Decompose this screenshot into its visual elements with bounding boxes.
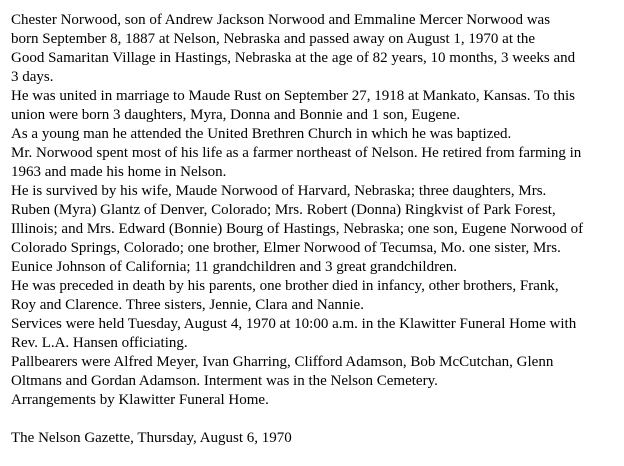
text-line: He was preceded in death by his parents, one brother died in infancy, other brothers, Frank,	[11, 278, 559, 294]
paragraph-farming	[11, 144, 611, 182]
text-line: Mr. Norwood spent most of his life as a farmer northeast of Nelson. He retired from farming in	[11, 145, 582, 161]
text-line: union were born 3 daughters, Myra, Donna and Bonnie and 1 son, Eugene.	[11, 107, 461, 123]
text-line: He is survived by his wife, Maude Norwood of Harvard, Nebraska; three daughters, Mrs.	[11, 183, 547, 199]
text-line: Services were held Tuesday, August 4, 1970 at 10:00 a.m. in the Klawitter Funeral Home with	[11, 316, 577, 332]
paragraph-marriage	[11, 87, 611, 125]
paragraph-pallbearers	[11, 353, 611, 391]
text-line: He was united in marriage to Maude Rust on September 27, 1918 at Mankato, Kansas. To this	[11, 88, 575, 104]
text-line: Illinois; and Mrs. Edward (Bonnie) Bourg of Hastings, Nebraska; one son, Eugene Norwood of	[11, 221, 584, 237]
text-line: Colorado Springs, Colorado; one brother, Elmer Norwood of Tecumsa, Mo. one sister, Mrs.	[11, 240, 561, 256]
blank-spacer	[11, 410, 611, 429]
paragraph-birth	[11, 11, 611, 87]
paragraph-preceded	[11, 277, 611, 315]
text-line: Ruben (Myra) Glantz of Denver, Colorado; Mrs. Robert (Donna) Ringkvist of Park Forest,	[11, 202, 556, 218]
text-line: Arrangements by Klawitter Funeral Home.	[11, 392, 269, 408]
obituary-document	[11, 11, 611, 448]
text-line: 1963 and made his home in Nelson.	[11, 164, 227, 180]
paragraph-survivors	[11, 182, 611, 277]
text-line: Roy and Clarence. Three sisters, Jennie, Clara and Nannie.	[11, 297, 364, 313]
source-citation: The Nelson Gazette, Thursday, August 6, 1970	[11, 430, 292, 446]
paragraph-church	[11, 125, 611, 144]
paragraph-arrangements	[11, 391, 611, 410]
text-line: 3 days.	[11, 69, 54, 85]
text-line: Good Samaritan Village in Hastings, Nebraska at the age of 82 years, 10 months, 3 weeks and	[11, 50, 576, 66]
paragraph-services	[11, 315, 611, 353]
text-line: born September 8, 1887 at Nelson, Nebraska and passed away on August 1, 1970 at the	[11, 31, 536, 47]
text-line: Oltmans and Gordan Adamson. Interment was in the Nelson Cemetery.	[11, 373, 438, 389]
text-line: Pallbearers were Alfred Meyer, Ivan Gharring, Clifford Adamson, Bob McCutchan, Glenn	[11, 354, 554, 370]
text-line: Chester Norwood, son of Andrew Jackson Norwood and Emmaline Mercer Norwood was	[11, 12, 551, 28]
text-line: Rev. L.A. Hansen officiating.	[11, 335, 188, 351]
text-line: Eunice Johnson of California; 11 grandchildren and 3 great grandchildren.	[11, 259, 457, 275]
text-line: As a young man he attended the United Brethren Church in which he was baptized.	[11, 126, 512, 142]
